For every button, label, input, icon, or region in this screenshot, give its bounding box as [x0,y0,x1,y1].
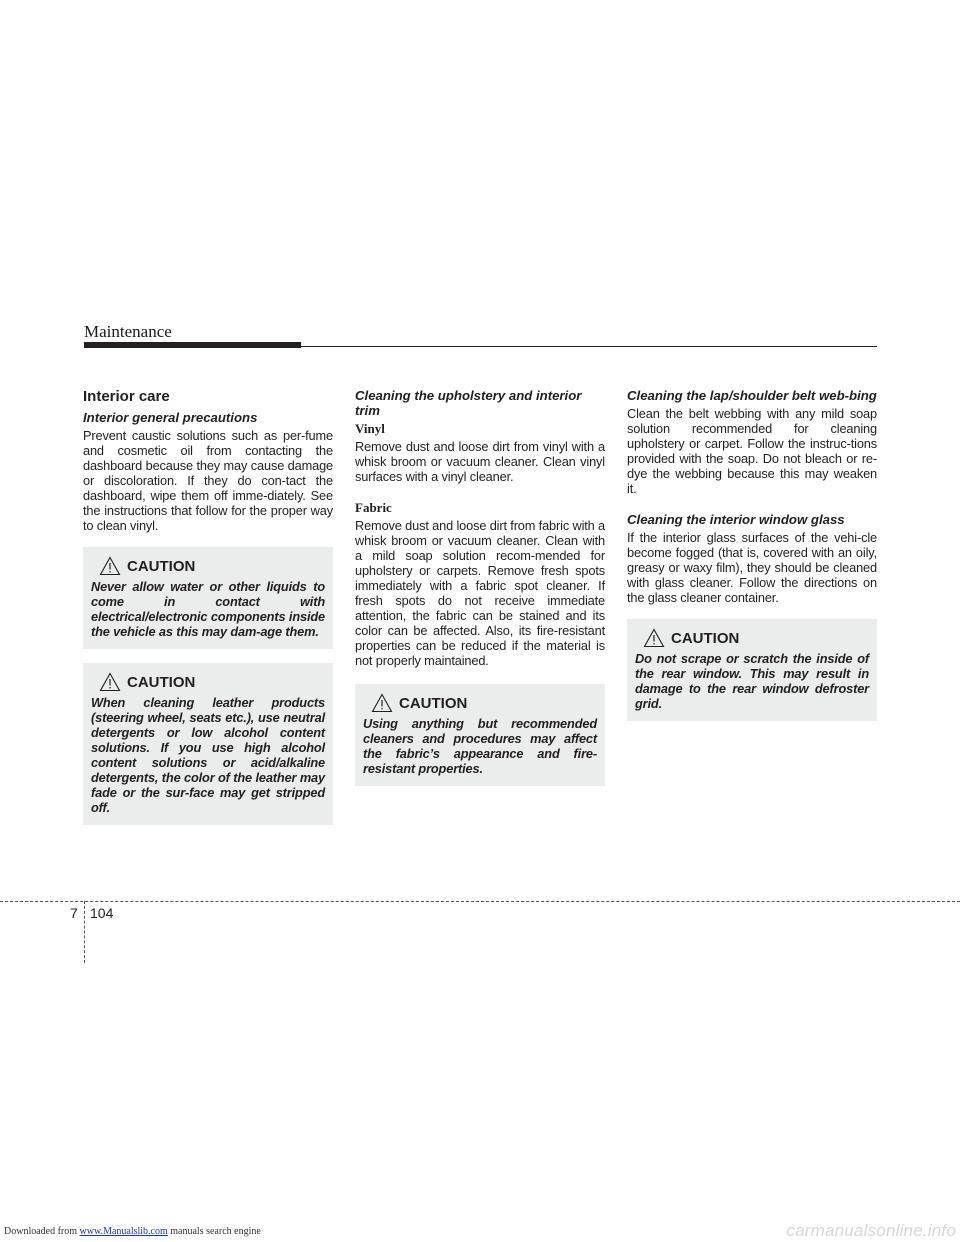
caution-box-rear-window [627,619,877,721]
warning-triangle-icon [643,628,665,648]
section-heading-interior-care: Interior care [83,388,170,405]
body-belt-webbing: Clean the belt webbing with any mild soap solution recommended for cleaning upholstery or carpet. Follow the instruc-tions provided with the soap. Do not bleach or re-dye the webbing because this may weaken it. [627,406,877,496]
footer-dashed-divider [84,901,85,963]
caution-title: CAUTION [127,673,196,691]
subheading-window-glass: Cleaning the interior window glass [627,512,845,527]
warning-triangle-icon [99,672,121,692]
page-header-title: Maintenance [84,322,172,341]
download-prefix: Downloaded from [4,1226,80,1237]
body-window-glass: If the interior glass surfaces of the vehi-cle become fogged (that is, covered with an oily, greasy or waxy film), they should be cleaned with glass cleaner. Follow the directions on the glass cleaner container. [627,530,877,605]
caution-box-liquids [83,547,333,649]
column-2 [355,388,605,786]
watermark-text: carmanualsonline.info [786,1221,956,1240]
caution-box-fabric [355,684,605,786]
fabric-title: Fabric [355,500,392,515]
caution-title: CAUTION [671,629,740,647]
caution-text-fabric: Using anything but recommended cleaners and procedures may affect the fabric’s appearance and fire-resistant properties. [363,716,597,776]
subheading-general-precautions: Interior general precautions [83,410,258,425]
download-suffix: manuals search engine [167,1226,261,1237]
caution-text-leather: When cleaning leather products (steering wheel, seats etc.), use neutral detergents or low alcohol content solutions. If you use high alcohol content solutions or acid/alkaline detergents, the color of the leather may fade or the sur-face may get stripped off. [91,695,325,815]
vinyl-title: Vinyl [355,421,385,436]
chapter-number: 7 [70,905,78,921]
caution-box-leather [83,663,333,825]
column-3 [627,388,877,721]
warning-triangle-icon [99,556,121,576]
header-rule-thin [301,346,877,347]
body-fabric: Remove dust and loose dirt from fabric with a whisk broom or vacuum cleaner. Clean with a mild soap solution recom-mended for upholstery or carpets. Remove fresh spots immediately with a fabric spot cleaner. If fresh spots do not receive immediate attention, the fabric can be stained and its color can be affected. Also, its fire-resistant properties can be reduced if the material is not properly maintained. [355,518,606,668]
subheading-upholstery: Cleaning the upholstery and interior trim [355,388,582,418]
column-1 [83,388,333,825]
subheading-belt-webbing: Cleaning the lap/shoulder belt web-bing [627,388,877,403]
download-notice [4,1226,261,1237]
caution-title: CAUTION [399,694,468,712]
caution-text-rear-window: Do not scrape or scratch the inside of the rear window. This may result in damage to the rear window defroster grid. [635,651,869,711]
body-general-precautions: Prevent caustic solutions such as per-fume and cosmetic oil from contacting the dashboard because they may cause damage or discoloration. If they do con-tact the dashboard, wipe them off imme-diately. See the instructions that follow for the proper way to clean vinyl. [83,428,333,533]
caution-text-liquids: Never allow water or other liquids to come in contact with electrical/electronic components inside the vehicle as this may dam-age them. [91,579,325,639]
page-number: 104 [90,905,114,921]
caution-title: CAUTION [127,557,196,575]
body-vinyl: Remove dust and loose dirt from vinyl with a whisk broom or vacuum cleaner. Clean vinyl surfaces with a vinyl cleaner. [355,439,605,484]
manualslib-link[interactable]: www.Manualslib.com [79,1226,168,1237]
footer-dashed-rule [0,901,960,902]
warning-triangle-icon [371,693,393,713]
header-rule-thick [84,342,301,348]
